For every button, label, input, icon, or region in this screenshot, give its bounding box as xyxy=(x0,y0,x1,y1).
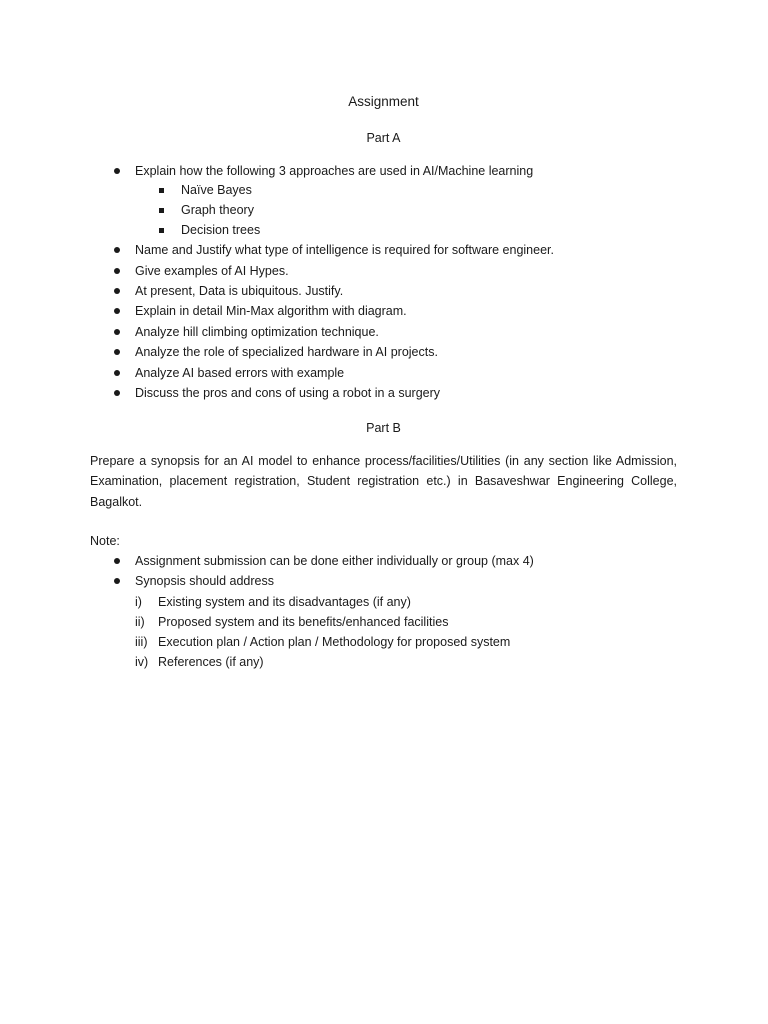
list-item-text: Discuss the pros and cons of using a robot in a surgery xyxy=(135,386,441,401)
list-item xyxy=(90,322,677,342)
sublist-item-text: Naïve Bayes xyxy=(181,183,252,198)
list-item xyxy=(90,301,677,321)
part-a-list xyxy=(90,161,677,403)
bullet-icon xyxy=(114,578,120,584)
sublist-item xyxy=(135,221,677,241)
sublist-item xyxy=(135,652,677,672)
square-bullet-icon xyxy=(159,208,164,213)
list-item xyxy=(90,281,677,301)
list-item-text: At present, Data is ubiquitous. Justify. xyxy=(135,284,344,298)
bullet-icon xyxy=(114,168,120,174)
list-item xyxy=(90,571,677,672)
list-item xyxy=(90,342,677,362)
sublist-item-text: Graph theory xyxy=(181,203,254,217)
list-item-text: Assignment submission can be done either individually or group (max 4) xyxy=(135,554,534,568)
approaches-sublist xyxy=(135,181,677,240)
bullet-icon xyxy=(114,247,120,253)
bullet-icon xyxy=(114,268,120,274)
list-item xyxy=(90,383,677,403)
bullet-icon xyxy=(114,308,120,314)
bullet-icon xyxy=(114,370,120,376)
bullet-icon xyxy=(114,390,120,396)
list-item xyxy=(90,551,677,571)
part-a-heading: Part A xyxy=(366,131,401,145)
list-item xyxy=(90,363,677,383)
note-label: Note: xyxy=(90,534,120,548)
sublist-item xyxy=(135,612,677,632)
synopsis-sublist xyxy=(135,592,677,673)
list-item-text: Analyze hill climbing optimization technique. xyxy=(135,324,379,339)
list-item-text: Synopsis should address xyxy=(135,574,274,589)
list-item xyxy=(90,240,677,260)
sublist-item xyxy=(135,181,677,201)
list-item-text: Name and Justify what type of intelligence is required for software engineer. xyxy=(135,243,554,258)
list-item xyxy=(90,261,677,281)
sublist-item xyxy=(135,632,677,652)
list-item-text: Give examples of AI Hypes. xyxy=(135,263,289,278)
list-item-text: Explain in detail Min-Max algorithm with diagram. xyxy=(135,304,407,319)
sublist-item-text: References (if any) xyxy=(158,655,264,670)
roman-numeral: iii) xyxy=(135,635,148,650)
sublist-item-text: Existing system and its disadvantages (if any) xyxy=(158,594,411,609)
roman-numeral: ii) xyxy=(135,615,145,630)
square-bullet-icon xyxy=(159,228,164,233)
bullet-icon xyxy=(114,288,120,294)
list-item-text: Explain how the following 3 approaches are used in AI/Machine learning xyxy=(135,164,534,178)
sublist-item-text: Proposed system and its benefits/enhanced facilities xyxy=(158,615,449,630)
roman-numeral: iv) xyxy=(135,655,149,670)
document-title: Assignment xyxy=(348,94,419,109)
document-page xyxy=(90,0,677,1024)
list-item-text: Analyze the role of specialized hardware in AI projects. xyxy=(135,345,438,360)
part-b-heading: Part B xyxy=(366,421,401,435)
bullet-icon xyxy=(114,558,120,564)
sublist-item xyxy=(135,592,677,612)
list-item-text: Analyze AI based errors with example xyxy=(135,365,345,380)
bullet-icon xyxy=(114,349,120,355)
sublist-item-text: Execution plan / Action plan / Methodology for proposed system xyxy=(158,635,511,650)
bullet-icon xyxy=(114,329,120,335)
sublist-item-text: Decision trees xyxy=(181,222,261,237)
part-b-paragraph: Prepare a synopsis for an AI model to enhance process/facilities/Utilities (in any section like Admission, Examination, placement registration, Student registration etc.) in Basaveshwar Engineering College, Bagalkot. xyxy=(90,454,677,509)
roman-numeral: i) xyxy=(135,594,142,609)
list-item xyxy=(90,161,677,240)
square-bullet-icon xyxy=(159,188,164,193)
sublist-item xyxy=(135,201,677,221)
note-list xyxy=(90,551,677,673)
